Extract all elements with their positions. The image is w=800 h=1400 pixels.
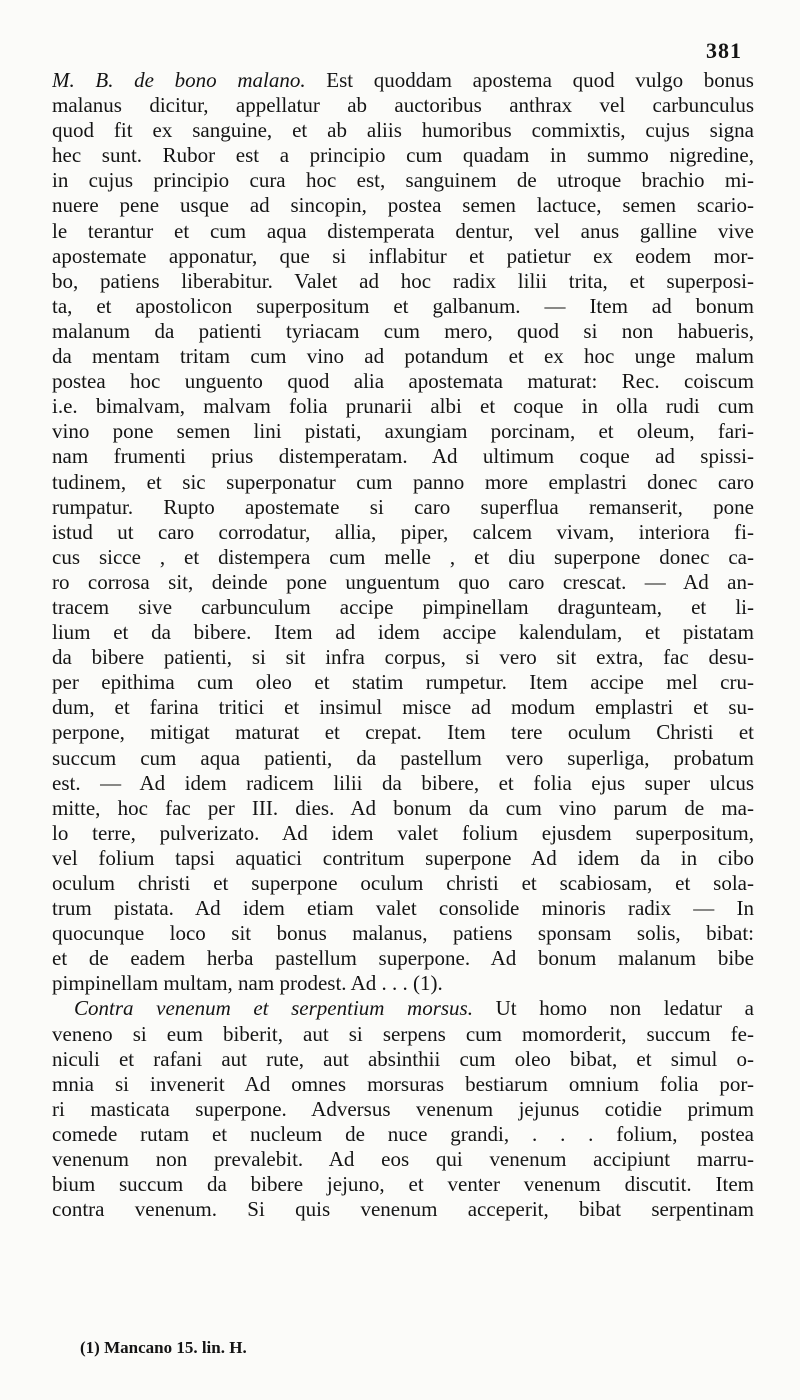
line-text: est. — Ad idem radicem lilii da bibere, et folia ejus super ulcus — [52, 770, 754, 795]
text-line — [52, 921, 754, 946]
text-line — [52, 269, 754, 294]
page-number: 381 — [706, 38, 742, 63]
line-text: oculum christi et superpone oculum christi et scabiosam, et sola- — [52, 871, 754, 895]
line-text: niculi et rafani aut rute, aut absinthii cum oleo bibat, et simul o- — [52, 1046, 754, 1071]
text-line — [52, 143, 754, 168]
line-text: comede rutam et nucleum de nuce grandi, . . . folium, postea — [52, 1121, 754, 1146]
text-line — [52, 645, 754, 670]
line-text: quod fit ex sanguine, et ab aliis humoribus commixtis, cujus signa — [52, 118, 754, 143]
text-line — [52, 1097, 754, 1122]
line-text: i.e. bimalvam, malvam folia prunarii albi et coque in olla rudi cum — [52, 394, 754, 419]
line-text: per epithima cum oleo et statim rumpetur. Item accipe mel cru- — [52, 670, 754, 695]
line-text: venenum non prevalebit. Ad eos qui venenum accipiunt marru- — [52, 1147, 754, 1172]
text-line — [52, 419, 754, 444]
text-line — [52, 495, 754, 520]
text-line — [52, 545, 754, 570]
text-line — [52, 896, 754, 921]
line-text: lo terre, pulverizato. Ad idem valet folium ejusdem superpositum, — [52, 820, 754, 845]
line-text: bo, patiens liberabitur. Valet ad hoc radix lilii trita, et superposi- — [52, 268, 754, 293]
text-line — [52, 796, 754, 821]
line-text: cus sicce , et distempera cum melle , et diu superpone donec ca- — [52, 544, 754, 569]
text-line — [52, 369, 754, 394]
line-text: tudinem, et sic superponatur cum panno more emplastri donec caro — [52, 469, 754, 494]
text-line — [52, 118, 754, 143]
line-text: rumpatur. Rupto apostemate si caro superflua remanserit, pone — [52, 494, 754, 519]
text-line — [52, 746, 754, 771]
text-line — [52, 244, 754, 269]
text-line — [52, 771, 754, 796]
rubric-heading: Contra venenum et serpentium morsus. — [74, 996, 473, 1021]
line-text: mitte, hoc fac per III. dies. Ad bonum da cum vino parum de ma- — [52, 795, 754, 820]
text-line — [52, 1072, 754, 1097]
line-text: succum cum aqua patienti, da pastellum vero superliga, probatum — [52, 745, 754, 770]
text-line — [52, 821, 754, 846]
text-line — [52, 1122, 754, 1147]
line-text: perpone, mitigat maturat et crepat. Item tere oculum Christi et — [52, 720, 754, 745]
line-text: Est quoddam apostema quod vulgo bonus — [305, 68, 754, 92]
text-line — [52, 470, 754, 495]
line-text: ta, et apostolicon superpositum et galbanum. — Item ad bonum — [52, 293, 754, 318]
line-text: da bibere patienti, si sit infra corpus, si vero sit extra, fac desu- — [52, 645, 754, 670]
text-line — [52, 996, 754, 1021]
line-text: Ut homo non ledatur a — [472, 996, 754, 1021]
text-line — [52, 520, 754, 545]
line-text: tracem sive carbunculum accipe pimpinellam dragunteam, et li- — [52, 594, 754, 619]
footnote: (1) Mancano 15. lin. H. — [80, 1338, 247, 1357]
text-line — [52, 846, 754, 871]
line-text: mnia si invenerit Ad omnes morsuras bestiarum omnium folia por- — [52, 1071, 754, 1096]
line-text: contra venenum. Si quis venenum acceperit, bibat serpentinam — [52, 1197, 754, 1222]
line-text: ro corrosa sit, deinde pone unguentum quo caro crescat. — Ad an- — [52, 569, 754, 594]
text-line — [52, 319, 754, 344]
line-text: vel folium tapsi aquatici contritum superpone Ad idem da in cibo — [52, 845, 754, 870]
text-line — [52, 1022, 754, 1047]
line-text: hec sunt. Rubor est a principio cum quadam in summo nigredine, — [52, 143, 754, 168]
text-line — [52, 1197, 754, 1222]
text-line — [52, 620, 754, 645]
text-line — [52, 444, 754, 469]
text-line — [52, 93, 754, 118]
text-line — [52, 219, 754, 244]
line-text: pimpinellam multam, nam prodest. Ad . . . (1). — [52, 971, 443, 996]
line-text: da mentam tritam cum vino ad potandum et ex hoc unge malum — [52, 344, 754, 369]
line-text: quocunque loco sit bonus malanus, patiens sponsam solis, bibat: — [52, 921, 754, 946]
line-text: malanum da patienti tyriacam cum mero, quod si non habueris, — [52, 318, 754, 343]
text-line — [52, 670, 754, 695]
text-line — [52, 720, 754, 745]
line-text: malanus dicitur, appellatur ab auctoribus anthrax vel carbunculus — [52, 93, 754, 118]
rubric-heading: M. B. de bono malano. — [52, 68, 306, 92]
line-text: nam frumenti prius distemperatam. Ad ultimum coque ad spissi- — [52, 444, 754, 469]
line-text: istud ut caro corrodatur, allia, piper, calcem vivam, interiora fi- — [52, 519, 754, 544]
line-text: trum pistata. Ad idem etiam valet consolide minoris radix — In — [52, 896, 754, 921]
line-text: veneno si eum biberit, aut si serpens cum momorderit, succum fe- — [52, 1021, 754, 1046]
body-text — [52, 68, 754, 1222]
text-line — [52, 394, 754, 419]
line-text: postea hoc unguento quod alia apostemata maturat: Rec. coiscum — [52, 369, 754, 394]
text-line — [52, 695, 754, 720]
line-text: bium succum da bibere jejuno, et venter venenum discutit. Item — [52, 1172, 754, 1197]
text-line — [52, 168, 754, 193]
text-line — [52, 570, 754, 595]
line-text: dum, et farina tritici et insimul misce ad modum emplastri et su- — [52, 695, 754, 720]
text-line — [52, 193, 754, 218]
line-text: lium et da bibere. Item ad idem accipe kalendulam, et pistatam — [52, 620, 754, 645]
line-text: vino pone semen lini pistati, axungiam porcinam, et oleum, fari- — [52, 419, 754, 444]
line-text: le terantur et cum aqua distemperata dentur, vel anus galline vive — [52, 218, 754, 243]
text-line — [52, 68, 754, 93]
text-line — [52, 294, 754, 319]
line-text: et de eadem herba pastellum superpone. Ad bonum malanum bibe — [52, 946, 754, 971]
text-line — [52, 344, 754, 369]
line-text: apostemate apponatur, que si inflabitur et patietur ex eodem mor- — [52, 243, 754, 268]
line-text: in cujus principio cura hoc est, sanguinem de utroque brachio mi- — [52, 168, 754, 193]
text-line — [52, 595, 754, 620]
line-text: nuere pene usque ad sincopin, postea semen lactuce, semen scario- — [52, 193, 754, 218]
text-line — [52, 1047, 754, 1072]
text-line — [52, 871, 754, 896]
text-line — [52, 1172, 754, 1197]
text-line — [52, 1147, 754, 1172]
text-line — [52, 971, 754, 996]
line-text: ri masticata superpone. Adversus venenum jejunus cotidie primum — [52, 1096, 754, 1121]
text-line — [52, 946, 754, 971]
